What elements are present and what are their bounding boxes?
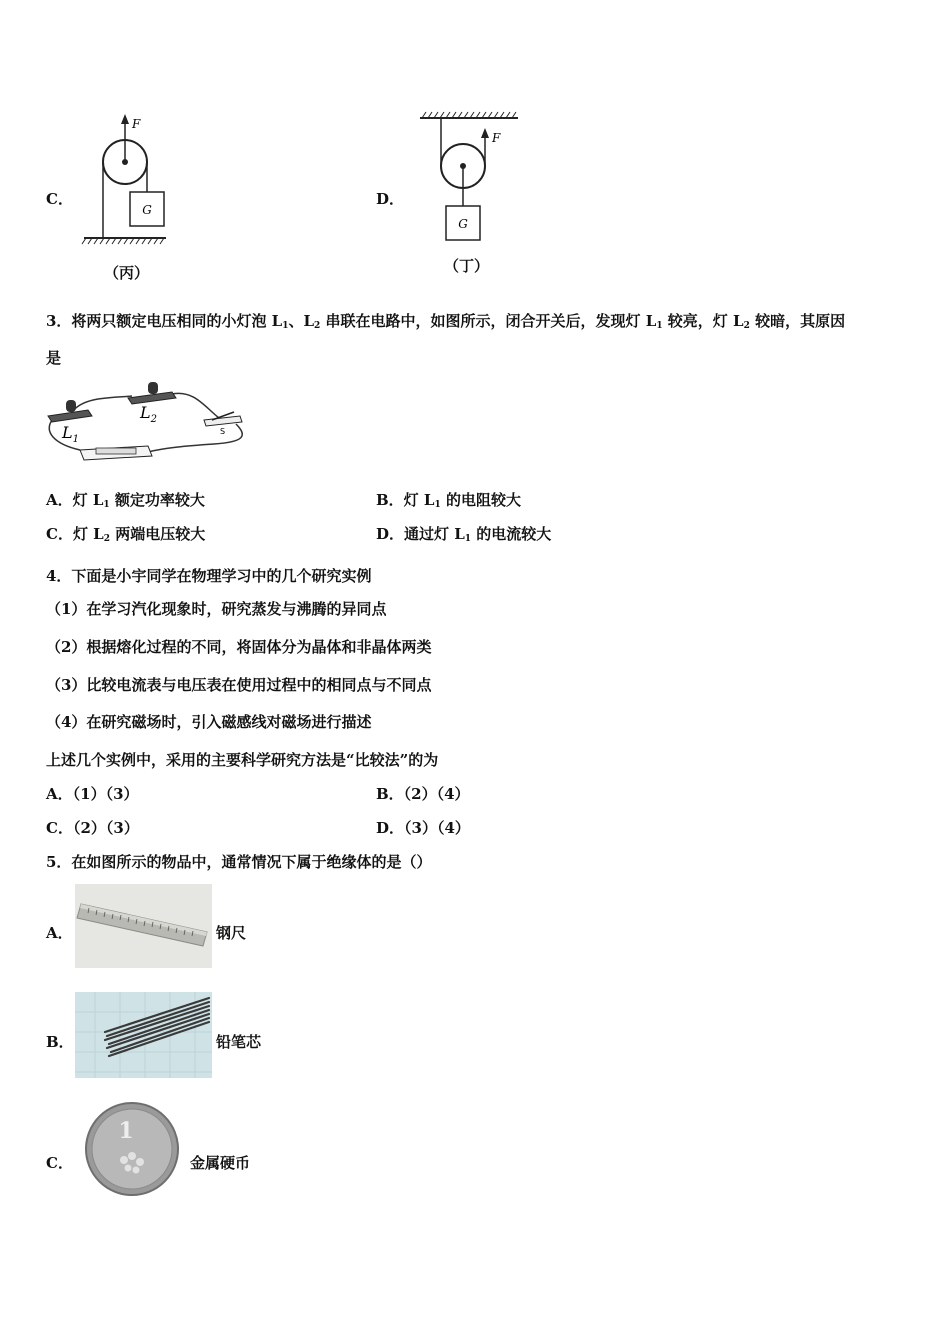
q3-stem-line1 [46, 311, 845, 331]
q3-option-b-sub: 1 [434, 500, 441, 510]
q5-stem: 5．在如图所示的物品中，通常情况下属于绝缘体的是（） [46, 853, 432, 871]
q4-item-1: （1）在学习汽化现象时，研究蒸发与沸腾的异同点 [46, 600, 387, 618]
q5-option-c-label[interactable]: C． [46, 1154, 73, 1172]
q3-stem-sub: 1 [282, 321, 289, 331]
q5-option-a-label[interactable]: A． [46, 924, 73, 942]
q5-option-a-text: 钢尺 [216, 924, 247, 942]
lamp-l2-sub: 2 [150, 414, 157, 425]
q3-option-d-text: D．通过灯 L [376, 525, 465, 543]
steel-ruler-image [75, 884, 212, 968]
lamp-l1-sub: 1 [72, 434, 79, 445]
pencil-lead-image [75, 992, 212, 1078]
q3-option-c-text: C．灯 L [46, 525, 104, 543]
metal-coin-image [78, 1100, 186, 1198]
q4-item-2: （2）根据熔化过程的不同，将固体分为晶体和非晶体两类 [46, 638, 432, 656]
q3-stem-part: 、L [288, 312, 315, 330]
series-circuit-figure [44, 376, 250, 466]
figure-caption-d: （丁） [444, 257, 490, 275]
q3-option-b-text: 的电阻较大 [440, 491, 521, 509]
lamp-l1-letter: L [62, 423, 73, 442]
q3-stem-line2: 是 [46, 349, 62, 367]
q4-option-a[interactable]: A．（1）（3） [46, 785, 139, 803]
q3-option-d-text: 的电流较大 [471, 525, 552, 543]
switch-label: S [220, 427, 226, 436]
q3-stem-sub: 2 [314, 321, 321, 331]
q3-stem-sub: 1 [656, 321, 663, 331]
lamp-l2-label [139, 403, 157, 425]
weight-label-c: G [142, 203, 152, 217]
lamp-l1-label [61, 423, 79, 445]
q4-item-4: （4）在研究磁场时，引入磁感线对磁场进行描述 [46, 713, 372, 731]
q5-option-b-label[interactable]: B． [46, 1033, 74, 1051]
q3-option-a-text: A．灯 L [46, 491, 104, 509]
q3-option-c-sub: 2 [103, 534, 110, 544]
q4-option-b[interactable]: B．（2）（4） [376, 785, 470, 803]
q5-option-b-text: 铅笔芯 [216, 1033, 262, 1051]
q5-option-c-text: 金属硬币 [190, 1154, 251, 1172]
lamp-l2-letter: L [140, 403, 151, 422]
coin-digit: 1 [118, 1118, 134, 1144]
q4-item-3: （3）比较电流表与电压表在使用过程中的相同点与不同点 [46, 676, 432, 694]
q3-stem-part: 3．将两只额定电压相同的小灯泡 L [46, 312, 283, 330]
q4-option-c[interactable]: C．（2）（3） [46, 819, 139, 837]
q3-option-c-text: 两端电压较大 [109, 525, 206, 543]
q3-option-d-sub: 1 [464, 534, 472, 544]
q3-stem-part: 较暗，其原因 [749, 312, 846, 330]
q3-option-b[interactable] [376, 490, 521, 510]
force-label-d: F [492, 131, 501, 145]
q3-option-c[interactable] [46, 524, 205, 544]
option-c-label: C． [46, 190, 73, 208]
q4-stem: 4．下面是小宇同学在物理学习中的几个研究实例 [46, 567, 372, 585]
q3-stem-part: 较亮，灯 L [662, 312, 744, 330]
q3-option-a[interactable] [46, 490, 205, 510]
force-label-c: F [132, 117, 141, 131]
q3-option-d[interactable] [376, 524, 551, 544]
option-d-label: D． [376, 190, 405, 208]
q3-option-a-sub: 1 [103, 500, 110, 510]
q3-option-b-text: B．灯 L [376, 491, 435, 509]
q3-option-a-text: 额定功率较大 [109, 491, 205, 509]
figure-caption-c: （丙） [104, 264, 150, 282]
q4-option-d[interactable]: D．（3）（4） [376, 819, 470, 837]
q3-stem-part: 串联在电路中，如图所示，闭合开关后，发现灯 L [320, 312, 657, 330]
weight-label-d: G [458, 217, 468, 231]
q4-question: 上述几个实例中，采用的主要科学研究方法是“比较法”的为 [46, 751, 439, 769]
q3-stem-sub: 2 [743, 321, 750, 331]
